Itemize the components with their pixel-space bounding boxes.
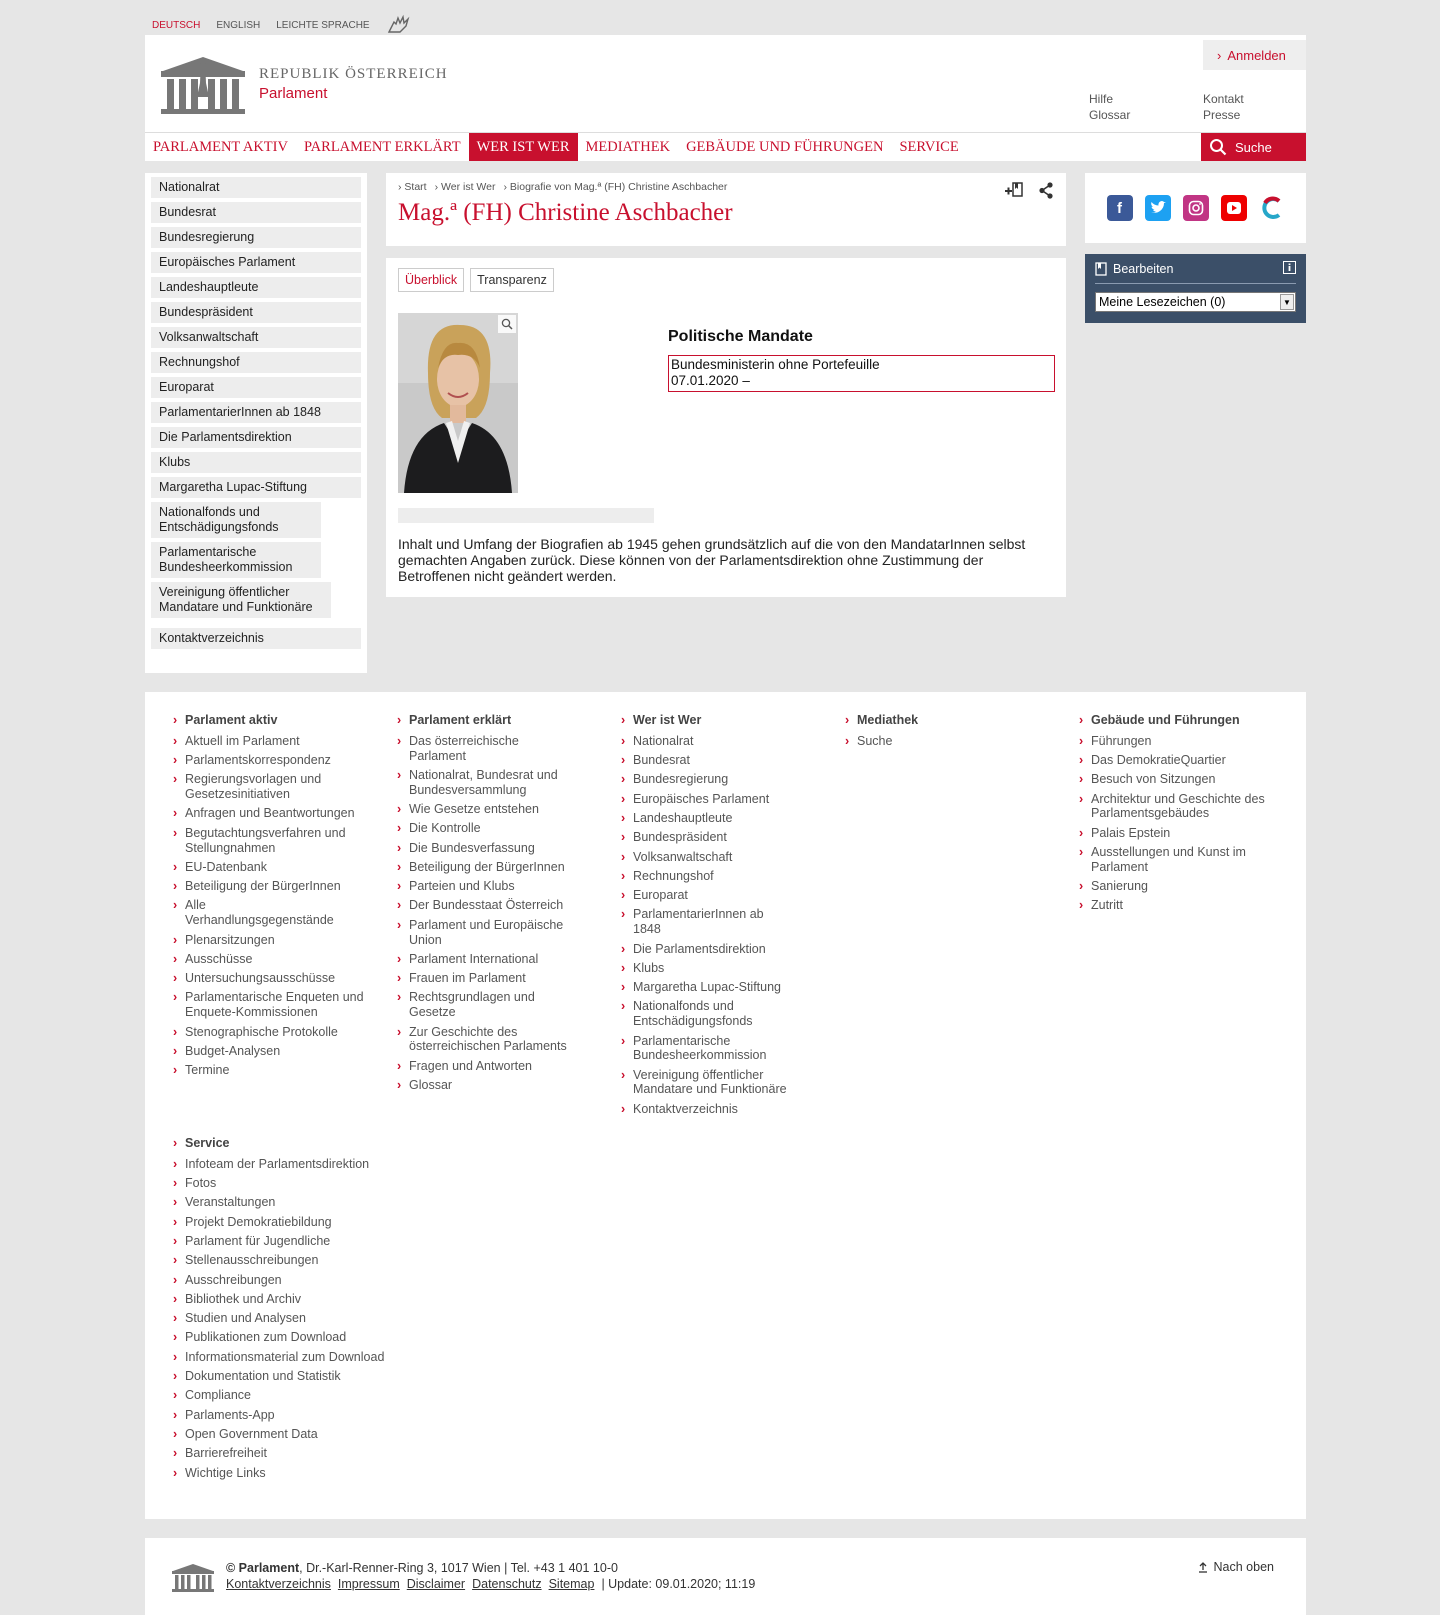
share-icon[interactable]: [1038, 181, 1054, 202]
footer-link[interactable]: › Zur Geschichte des österreichischen Parlaments: [397, 1025, 587, 1055]
footer-link[interactable]: › Das DemokratieQuartier: [1079, 753, 1279, 768]
title-box: [386, 173, 1066, 246]
edit-panel-title: Bearbeiten: [1113, 262, 1174, 276]
footer-link[interactable]: › Projekt Demokratiebildung: [173, 1215, 403, 1230]
copyright: © Parlament: [226, 1561, 300, 1575]
sidebar-item[interactable]: Margaretha Lupac-Stiftung: [151, 477, 361, 498]
nav-wer-ist-wer[interactable]: WER IST WER: [469, 133, 578, 161]
sitemap-link[interactable]: Sitemap: [548, 1577, 595, 1591]
breadcrumb: [398, 181, 1054, 193]
sidebar-item[interactable]: Bundesrat: [151, 202, 361, 223]
footer-link[interactable]: › Das österreichische Parlament: [397, 734, 537, 764]
update-date: | Update: 09.01.2020; 11:19: [601, 1577, 756, 1591]
zoom-icon[interactable]: [498, 315, 516, 333]
twitter-icon[interactable]: [1145, 195, 1171, 221]
footer-link[interactable]: › Klubs: [621, 961, 801, 976]
footer-link[interactable]: › Parlaments-App: [173, 1408, 403, 1423]
breadcrumb-current: › Biografie von Mag.ª (FH) Christine Aschbacher: [503, 181, 728, 193]
footer-link[interactable]: › Termine: [173, 1063, 373, 1078]
login-button[interactable]: › Anmelden: [1203, 40, 1306, 70]
footer-link[interactable]: › Die Bundesverfassung: [397, 841, 587, 856]
footer-link[interactable]: › Nationalfonds und Entschädigungsfonds: [621, 999, 771, 1029]
footer-sitemap: [145, 692, 1306, 1519]
footer-link[interactable]: › Europarat: [621, 888, 801, 903]
help-link[interactable]: Hilfe: [1089, 92, 1114, 106]
footer-link[interactable]: › Die Parlamentsdirektion: [621, 942, 801, 957]
footer-link[interactable]: › Studien und Analysen: [173, 1311, 403, 1326]
footer-link[interactable]: › Beteiligung der BürgerInnen: [397, 860, 587, 875]
sidebar-item[interactable]: ParlamentarierInnen ab 1848: [151, 402, 361, 423]
tab-transparency[interactable]: Transparenz: [470, 268, 554, 292]
breadcrumb-start[interactable]: › Start: [398, 181, 427, 193]
press-link[interactable]: Presse: [1203, 108, 1241, 122]
privacy-link[interactable]: Datenschutz: [472, 1577, 542, 1591]
footer-link[interactable]: › EU-Datenbank: [173, 860, 373, 875]
sidebar-item[interactable]: Volksanwaltschaft: [151, 327, 361, 348]
nav-parlament-erklaert[interactable]: PARLAMENT ERKLÄRT: [303, 138, 461, 155]
sidebar-item[interactable]: Kontaktverzeichnis: [151, 628, 361, 649]
footer-link[interactable]: › Begutachtungsverfahren und Stellungnahmen: [173, 826, 373, 856]
edit-panel: [1085, 254, 1306, 323]
footer-link[interactable]: › Veranstaltungen: [173, 1195, 403, 1210]
footer-link[interactable]: › Parlament International: [397, 952, 587, 967]
footer-link[interactable]: › Parlament für Jugendliche: [173, 1234, 403, 1249]
main-navigation: [145, 132, 1306, 161]
contact-link[interactable]: Kontakt: [1203, 92, 1244, 106]
lang-easy[interactable]: LEICHTE SPRACHE: [276, 20, 370, 31]
nav-mediathek[interactable]: MEDIATHEK: [585, 138, 671, 155]
sidebar-item[interactable]: Europarat: [151, 377, 361, 398]
footer-link[interactable]: › Suche: [845, 734, 1025, 749]
footer-link[interactable]: › Fragen und Antworten: [397, 1059, 587, 1074]
parliament-small-logo-icon[interactable]: [171, 1562, 215, 1592]
biography-content: [386, 258, 1066, 597]
address: , Dr.-Karl-Renner-Ring 3, 1017 Wien | Tel. +43 1 401 10-0: [299, 1561, 618, 1575]
footer-link[interactable]: › Publikationen zum Download: [173, 1330, 403, 1345]
sidebar-item[interactable]: Die Parlamentsdirektion: [151, 427, 361, 448]
top-links: [1089, 92, 1283, 122]
footer-heading[interactable]: › Parlament aktiv: [173, 713, 373, 728]
footer-link[interactable]: › Parlamentarische Enqueten und Enquete-Kommissionen: [173, 990, 373, 1020]
footer-heading[interactable]: › Gebäude und Führungen: [1079, 713, 1279, 728]
footer-heading[interactable]: › Wer ist Wer: [621, 713, 801, 728]
bookmarks-select[interactable]: [1095, 292, 1296, 312]
footer-link[interactable]: › Besuch von Sitzungen: [1079, 772, 1279, 787]
footer-link[interactable]: › Nationalrat: [621, 734, 801, 749]
sidebar-item[interactable]: Landeshauptleute: [151, 277, 361, 298]
breadcrumb-wer-ist-wer[interactable]: › Wer ist Wer: [434, 181, 496, 193]
footer-heading[interactable]: › Service: [173, 1136, 403, 1151]
lang-english[interactable]: ENGLISH: [216, 20, 261, 31]
footer-link[interactable]: › Parlament und Europäische Union: [397, 918, 587, 948]
arrow-up-icon: [1198, 1561, 1208, 1573]
search-label: Suche: [1235, 139, 1272, 155]
footer-link[interactable]: › Regierungsvorlagen und Gesetzesinitiativen: [173, 772, 373, 802]
footer-link[interactable]: › Sanierung: [1079, 879, 1279, 894]
footer-link[interactable]: › Wichtige Links: [173, 1466, 403, 1481]
footer-col-service: [173, 1136, 403, 1485]
mandate-entry: [668, 355, 1055, 392]
footer-link[interactable]: › Die Kontrolle: [397, 821, 587, 836]
footer-link[interactable]: › Bundespräsident: [621, 830, 801, 845]
footer-link[interactable]: › Der Bundesstaat Österreich: [397, 898, 587, 913]
footer-link[interactable]: › Glossar: [397, 1078, 587, 1093]
footer-link[interactable]: › Rechnungshof: [621, 869, 801, 884]
footer-link[interactable]: › Zutritt: [1079, 898, 1279, 913]
footer-link[interactable]: › Compliance: [173, 1388, 403, 1403]
sidebar-item[interactable]: Bundesregierung: [151, 227, 361, 248]
footer-imprint: [226, 1560, 755, 1592]
disclaimer-link[interactable]: Disclaimer: [406, 1577, 466, 1591]
footer-link[interactable]: › Bibliothek und Archiv: [173, 1292, 403, 1307]
search-icon: [1209, 138, 1227, 156]
footer-link[interactable]: › Vereinigung öffentlicher Mandatare und Funktionäre: [621, 1068, 801, 1098]
footer-link[interactable]: › Kontaktverzeichnis: [621, 1102, 801, 1117]
lang-deutsch[interactable]: DEUTSCH: [152, 20, 201, 31]
footer-link[interactable]: › Fotos: [173, 1176, 403, 1191]
sidebar-item[interactable]: Parlamentarische Bundesheerkommission: [151, 542, 321, 578]
logo-subtitle: Parlament: [259, 85, 328, 102]
footer-link[interactable]: › Ausschüsse: [173, 952, 373, 967]
footer-link[interactable]: › Aktuell im Parlament: [173, 734, 373, 749]
nav-parlament-aktiv[interactable]: PARLAMENT AKTIV: [153, 138, 288, 155]
bookmark-icon: [1095, 262, 1107, 276]
footer-link[interactable]: › Parteien und Klubs: [397, 879, 587, 894]
footer-link[interactable]: › ParlamentarierInnen ab 1848: [621, 907, 771, 937]
instagram-icon[interactable]: [1183, 195, 1209, 221]
sidebar-item[interactable]: Klubs: [151, 452, 361, 473]
language-bar: [152, 14, 412, 37]
mandate-role: Bundesministerin ohne Portefeuille: [671, 357, 880, 372]
footer-link[interactable]: › Dokumentation und Statistik: [173, 1369, 403, 1384]
footer-link[interactable]: › Führungen: [1079, 734, 1279, 749]
footer-col-parlament-aktiv: [173, 713, 373, 1082]
add-bookmark-icon[interactable]: [1004, 181, 1024, 202]
footer-link[interactable]: › Bundesregierung: [621, 772, 801, 787]
footer-link[interactable]: › Ausschreibungen: [173, 1273, 403, 1288]
info-icon[interactable]: [1283, 261, 1296, 277]
footer-link[interactable]: › Anfragen und Beantwortungen: [173, 806, 373, 821]
footer-link[interactable]: › Open Government Data: [173, 1427, 403, 1442]
footer-link[interactable]: › Frauen im Parlament: [397, 971, 587, 986]
footer-link[interactable]: › Rechtsgrundlagen und Gesetze: [397, 990, 547, 1020]
footer-heading[interactable]: › Parlament erklärt: [397, 713, 587, 728]
social-media-bar: [1085, 173, 1306, 243]
back-to-top-label: Nach oben: [1213, 1560, 1274, 1574]
footer-link[interactable]: › Europäisches Parlament: [621, 792, 801, 807]
imprint-link[interactable]: Impressum: [337, 1577, 400, 1591]
mandate-period: 07.01.2020 –: [671, 373, 750, 388]
sidebar-item[interactable]: Rechnungshof: [151, 352, 361, 373]
bottom-bar: [145, 1538, 1306, 1615]
footer-link[interactable]: › Alle Verhandlungsgegenstände: [173, 898, 333, 928]
portrait-photo[interactable]: [398, 313, 518, 493]
footer-link[interactable]: › Volksanwaltschaft: [621, 850, 801, 865]
bookmarks-select-value: Meine Lesezeichen (0): [1099, 295, 1226, 309]
youtube-icon[interactable]: [1221, 195, 1247, 221]
footer-link[interactable]: › Parlamentarische Bundesheerkommission: [621, 1034, 771, 1064]
footer-link[interactable]: › Margaretha Lupac-Stiftung: [621, 980, 801, 995]
footer-col-gebaeude: [1079, 713, 1279, 918]
footer-col-wer-ist-wer: [621, 713, 801, 1121]
footer-link[interactable]: › Infoteam der Parlamentsdirektion: [173, 1157, 403, 1172]
contact-directory-link[interactable]: Kontaktverzeichnis: [226, 1577, 331, 1591]
footer-col-mediathek: [845, 713, 1025, 753]
republik-logo-icon[interactable]: [1259, 195, 1285, 221]
back-to-top-button[interactable]: [1198, 1560, 1274, 1574]
footer-link[interactable]: › Architektur und Geschichte des Parlamentsgebäudes: [1079, 792, 1279, 822]
footer-link[interactable]: › Untersuchungsausschüsse: [173, 971, 373, 986]
page-title: Mag.ª (FH) Christine Aschbacher: [398, 199, 733, 226]
footer-link[interactable]: › Informationsmaterial zum Download: [173, 1350, 403, 1365]
tab-overview[interactable]: Überblick: [398, 268, 464, 292]
glossary-link[interactable]: Glossar: [1089, 108, 1131, 122]
footer-link[interactable]: › Wie Gesetze entstehen: [397, 802, 587, 817]
search-button[interactable]: [1201, 133, 1306, 161]
facebook-icon[interactable]: f: [1107, 195, 1133, 221]
sidebar: [145, 173, 367, 673]
sidebar-item[interactable]: Bundespräsident: [151, 302, 361, 323]
footer-link[interactable]: › Palais Epstein: [1079, 826, 1279, 841]
logo-title: REPUBLIK ÖSTERREICH: [259, 66, 448, 82]
footer-link[interactable]: › Beteiligung der BürgerInnen: [173, 879, 373, 894]
footer-link[interactable]: › Nationalrat, Bundesrat und Bundesversammlung: [397, 768, 587, 798]
parliament-building-icon: [159, 53, 247, 115]
footer-link[interactable]: › Stellenausschreibungen: [173, 1253, 403, 1268]
parliament-logo[interactable]: [159, 53, 448, 115]
sidebar-item[interactable]: Nationalrat: [151, 177, 361, 198]
disclaimer-text: Inhalt und Umfang der Biografien ab 1945 gehen grundsätzlich auf die von den MandatarInnen selbst gemachten Angaben zurück. Diese können von der Parlamentsdirektion ohne Zustimmung der Betroffenen nicht geändert werden.: [398, 536, 1026, 584]
sign-language-icon[interactable]: [386, 14, 412, 37]
footer-col-parlament-erklaert: [397, 713, 587, 1097]
footer-link[interactable]: › Parlamentskorrespondenz: [173, 753, 373, 768]
footer-link[interactable]: › Plenarsitzungen: [173, 933, 373, 948]
footer-heading[interactable]: › Mediathek: [845, 713, 1025, 728]
nav-service[interactable]: SERVICE: [899, 138, 959, 155]
footer-link[interactable]: › Barrierefreiheit: [173, 1446, 403, 1461]
mandates-heading: Politische Mandate: [668, 328, 813, 345]
footer-link[interactable]: › Bundesrat: [621, 753, 801, 768]
nav-gebaeude[interactable]: GEBÄUDE UND FÜHRUNGEN: [686, 138, 884, 155]
tab-bar: [398, 268, 554, 292]
footer-link[interactable]: › Landeshauptleute: [621, 811, 801, 826]
sidebar-item[interactable]: Europäisches Parlament: [151, 252, 361, 273]
login-label: Anmelden: [1227, 47, 1286, 63]
sidebar-item[interactable]: Vereinigung öffentlicher Mandatare und Funktionäre: [151, 582, 331, 618]
photo-caption: [398, 508, 654, 523]
sidebar-item[interactable]: Nationalfonds und Entschädigungsfonds: [151, 502, 321, 538]
footer-link[interactable]: › Stenographische Protokolle: [173, 1025, 373, 1040]
footer-link[interactable]: › Ausstellungen und Kunst im Parlament: [1079, 845, 1279, 875]
chevron-down-icon: ▼: [1280, 294, 1294, 310]
footer-link[interactable]: › Budget-Analysen: [173, 1044, 373, 1059]
site-header: [145, 35, 1306, 133]
